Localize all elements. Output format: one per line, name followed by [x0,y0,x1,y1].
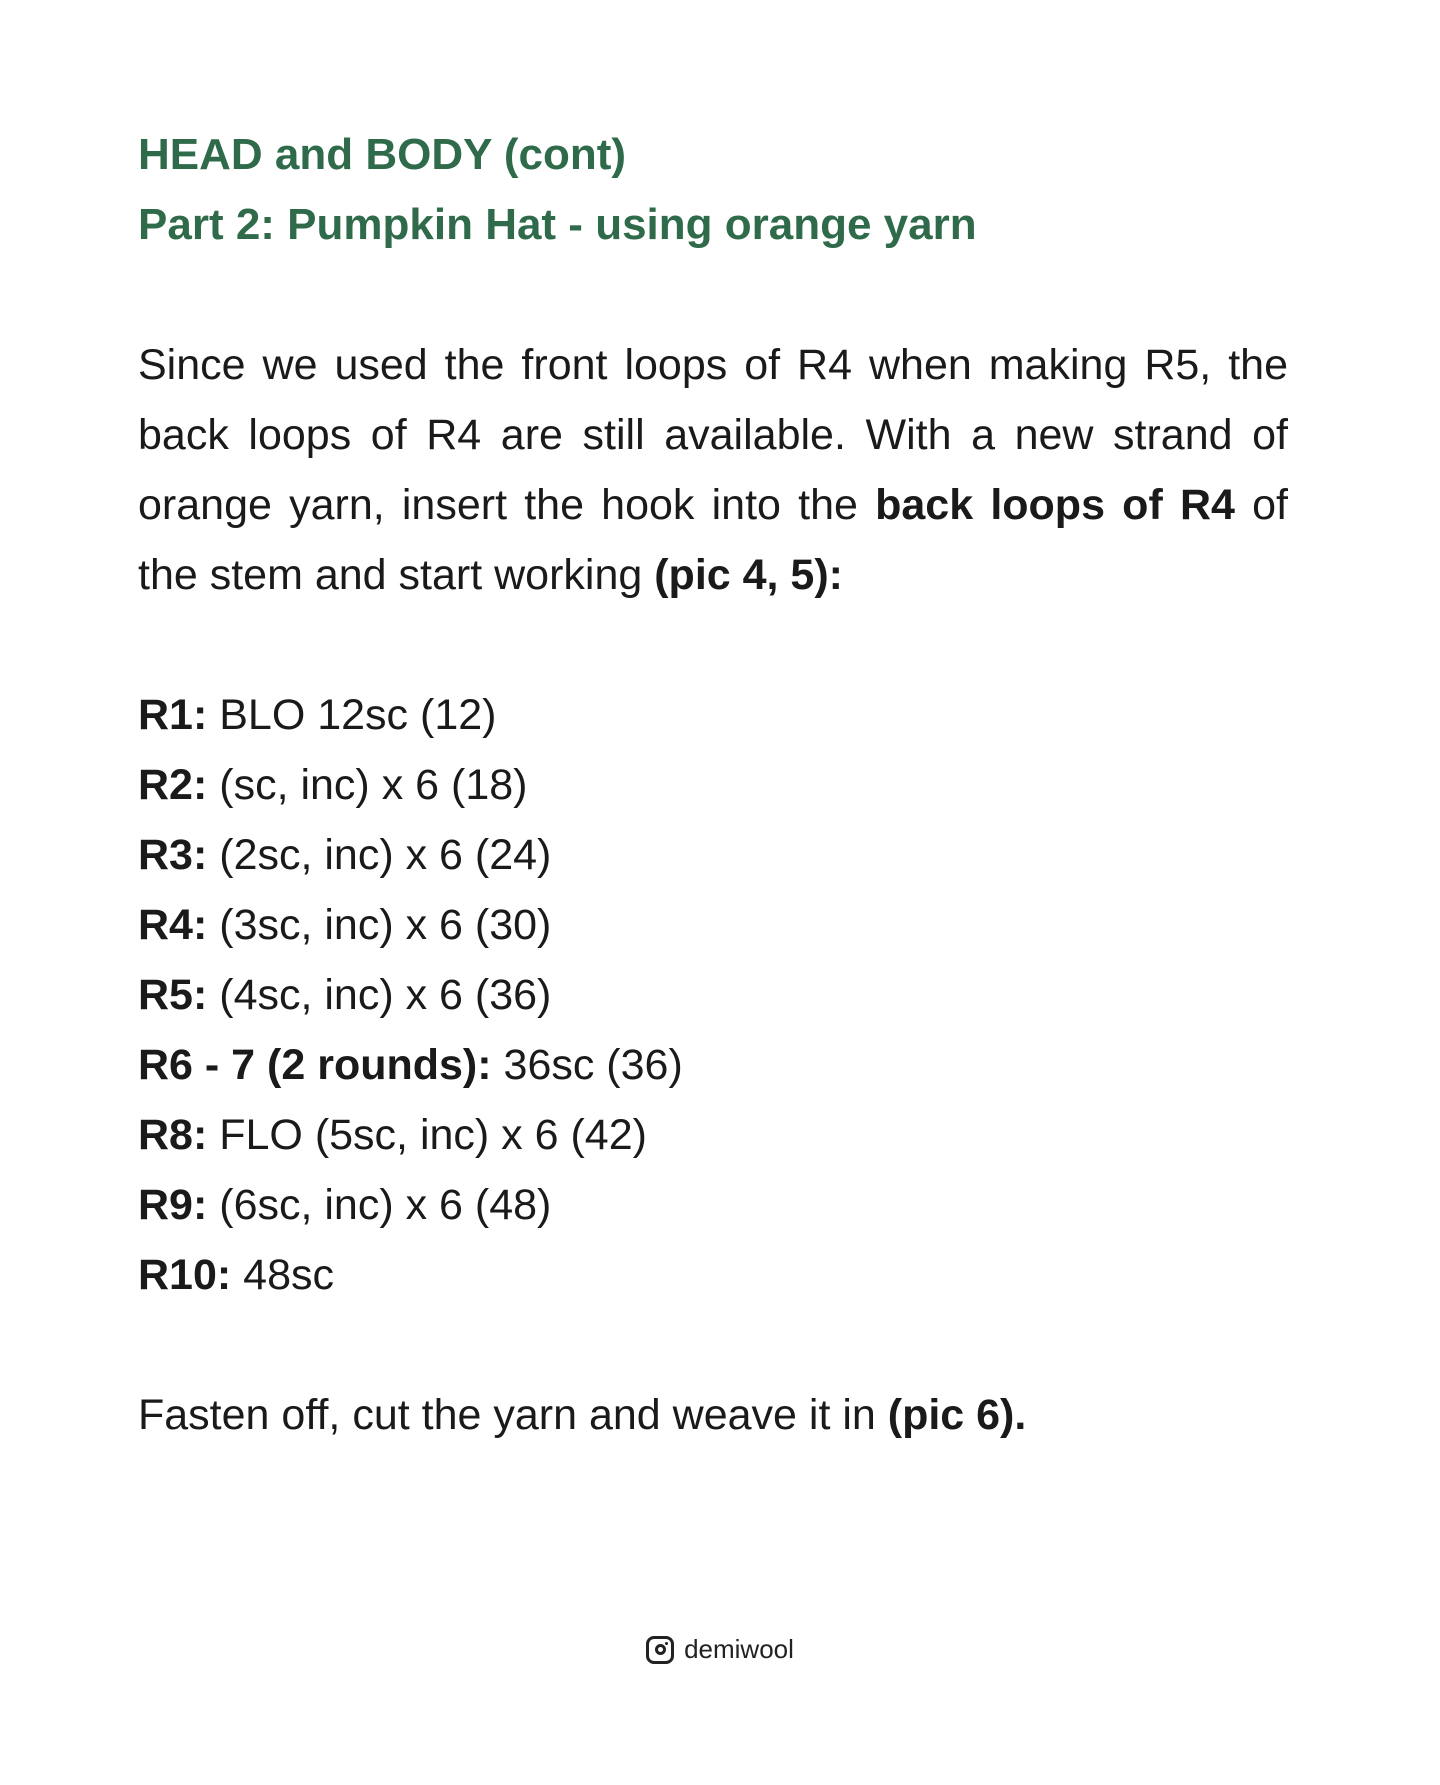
section-subtitle: Part 2: Pumpkin Hat - using orange yarn [138,200,977,249]
closing-bold: (pic 6). [887,1391,1027,1439]
closing-paragraph [138,1380,1288,1450]
round-item [138,1170,1288,1240]
round-label: R9: [138,1181,208,1229]
round-item [138,1240,1288,1310]
round-text: 36sc (36) [491,1041,683,1089]
round-item [138,960,1288,1030]
round-item [138,680,1288,750]
round-label: R10: [138,1251,232,1299]
intro-text-2: of the stem and start working [138,481,1288,599]
round-item [138,890,1288,960]
round-text: BLO 12sc (12) [207,691,497,739]
intro-bold-2: (pic 4, 5): [654,551,843,599]
section-title: HEAD and BODY (cont) [138,130,627,179]
round-text: FLO (5sc, inc) x 6 (42) [207,1111,647,1159]
round-label: R5: [138,971,208,1019]
intro-bold-1: back loops of R4 [875,481,1235,529]
rounds-list [138,680,1288,1310]
round-label: R3: [138,831,208,879]
round-label: R6 - 7 (2 rounds): [138,1041,492,1089]
footer-credit [0,1634,1440,1665]
instagram-icon [646,1636,674,1664]
pattern-page [138,120,1288,1493]
instagram-handle: demiwool [684,1634,794,1664]
round-label: R4: [138,901,208,949]
round-label: R1: [138,691,208,739]
round-text: (6sc, inc) x 6 (48) [207,1181,552,1229]
round-label: R2: [138,761,208,809]
round-item [138,750,1288,820]
round-item [138,820,1288,890]
round-text: 48sc [231,1251,334,1299]
round-item [138,1030,1288,1100]
closing-text: Fasten off, cut the yarn and weave it in [138,1391,888,1439]
intro-paragraph [138,330,1288,610]
intro-text-1: Since we used the front loops of R4 when making R5, the back loops of R4 are still available. With a new strand of orange yarn, insert the hook into the [138,341,1288,529]
round-item [138,1100,1288,1170]
round-label: R8: [138,1111,208,1159]
round-text: (2sc, inc) x 6 (24) [207,831,552,879]
round-text: (4sc, inc) x 6 (36) [207,971,552,1019]
round-text: (3sc, inc) x 6 (30) [207,901,552,949]
round-text: (sc, inc) x 6 (18) [207,761,528,809]
